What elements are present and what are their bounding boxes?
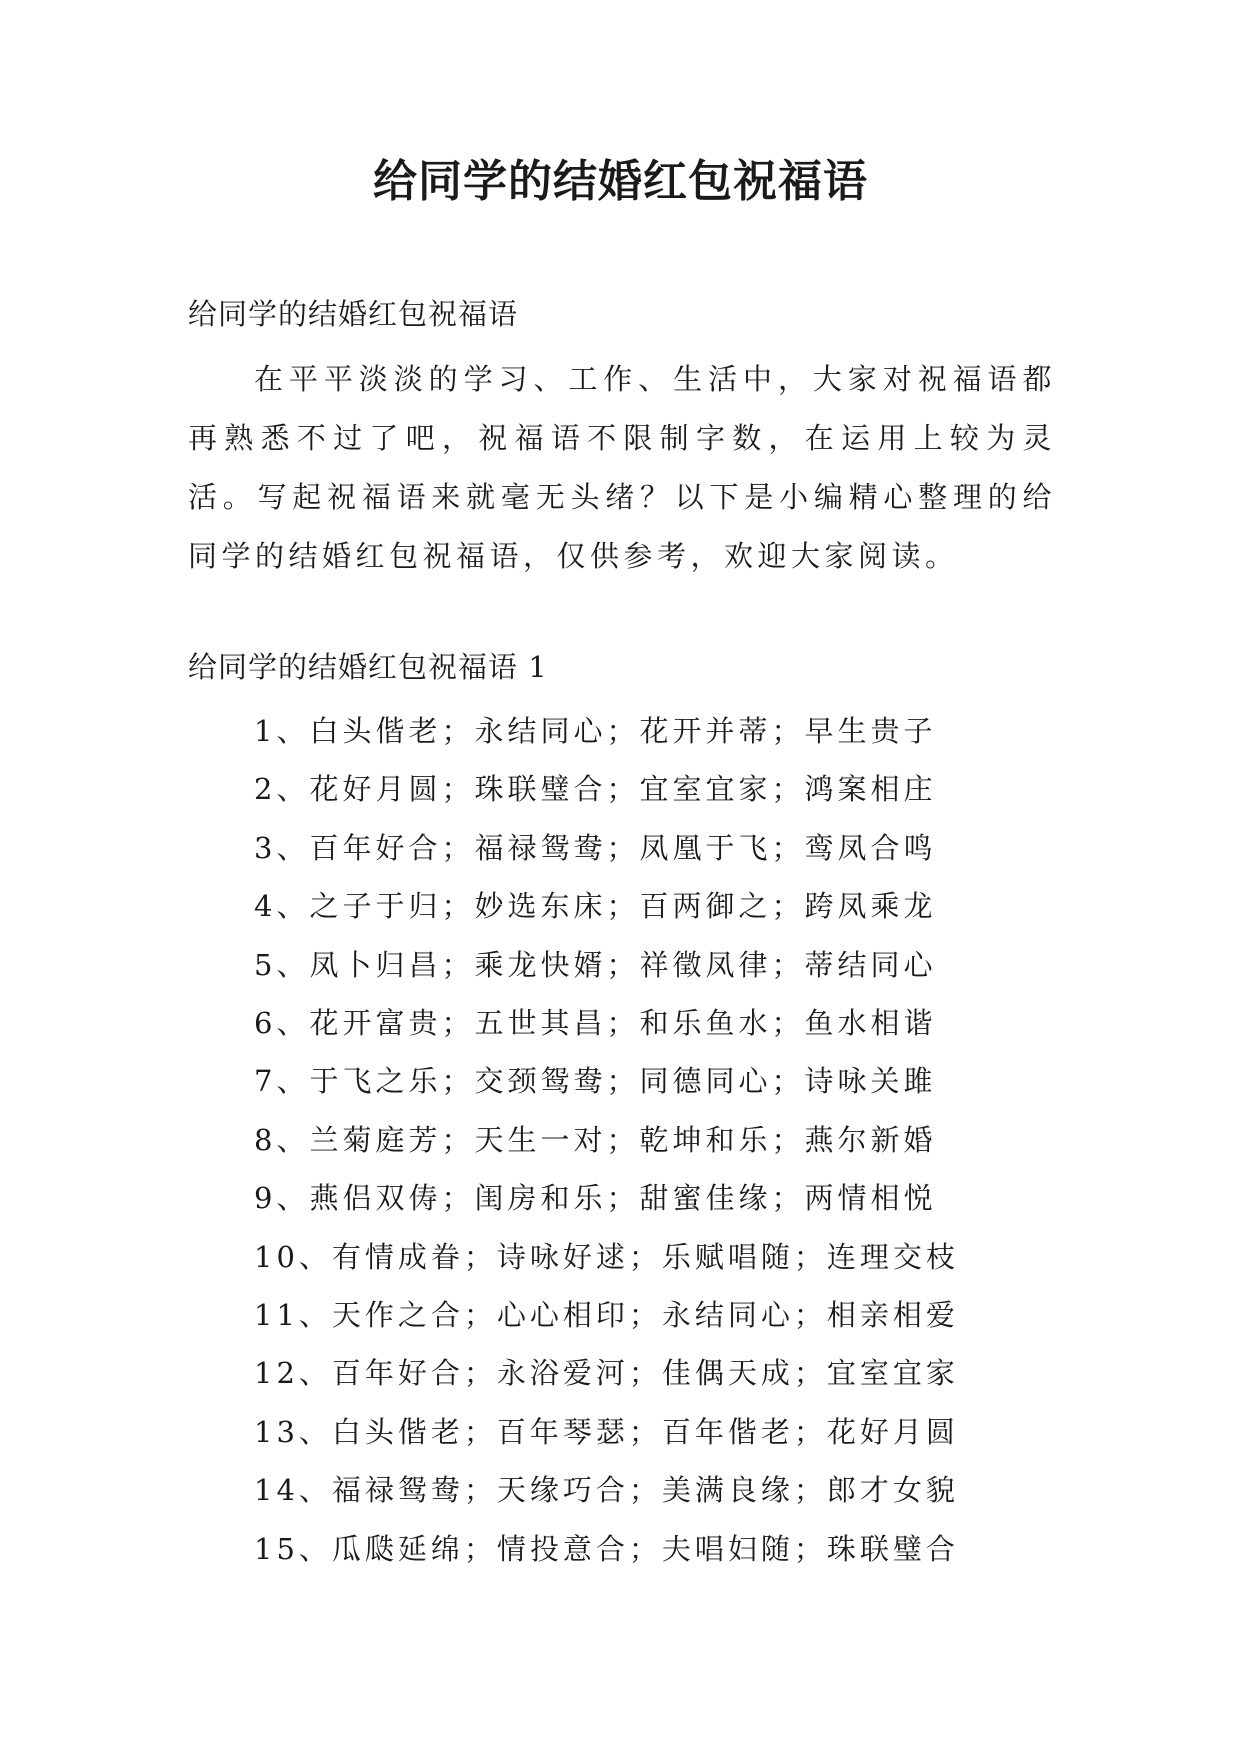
list-item: 2、花好月圆；珠联璧合；宜室宜家；鸿案相庄 [254, 772, 937, 807]
list-item: 12、百年好合；永浴爱河；佳偶天成；宜室宜家 [254, 1356, 959, 1391]
list-item: 7、于飞之乐；交颈鸳鸯；同德同心；诗咏关雎 [254, 1064, 937, 1099]
blessing-list [254, 702, 959, 1578]
list-item: 1、白头偕老；永结同心；花开并蒂；早生贵子 [254, 714, 937, 748]
list-item: 10、有情成眷；诗咏好逑；乐赋唱随；连理交枝 [254, 1239, 959, 1274]
list-item: 5、凤卜归昌；乘龙快婿；祥徵凤律；蒂结同心 [254, 947, 937, 982]
list-item: 11、天作之合；心心相印；永结同心；相亲相爱 [254, 1298, 959, 1333]
list-item: 4、之子于归；妙选东床；百两御之；跨凤乘龙 [254, 889, 937, 924]
intro-paragraph: 在平平淡淡的学习、工作、生活中，大家对祝福语都再熟悉不过了吧，祝福语不限制字数，在运用上较为灵活。写起祝福语来就毫无头绪？以下是小编精心整理的给同学的结婚红包祝福语，仅供参考，欢迎大家阅读。 [188, 362, 1056, 573]
list-item: 15、瓜瓞延绵；情投意合；夫唱妇随；珠联璧合 [254, 1531, 959, 1566]
list-item: 6、花开富贵；五世其昌；和乐鱼水；鱼水相谐 [254, 1006, 937, 1041]
section-heading: 给同学的结婚红包祝福语 1 [188, 650, 548, 684]
list-item: 8、兰菊庭芳；天生一对；乾坤和乐；燕尔新婚 [254, 1122, 937, 1157]
list-item: 9、燕侣双俦；闺房和乐；甜蜜佳缘；两情相悦 [254, 1181, 937, 1216]
list-item: 3、百年好合；福禄鸳鸯；凤凰于飞；鸾凤合鸣 [254, 830, 937, 865]
document-subtitle: 给同学的结婚红包祝福语 [188, 297, 519, 331]
list-item: 13、白头偕老；百年琴瑟；百年偕老；花好月圆 [254, 1414, 959, 1449]
page-title: 给同学的结婚红包祝福语 [373, 156, 868, 207]
list-item: 14、福禄鸳鸯；天缘巧合；美满良缘；郎才女貌 [254, 1473, 959, 1508]
